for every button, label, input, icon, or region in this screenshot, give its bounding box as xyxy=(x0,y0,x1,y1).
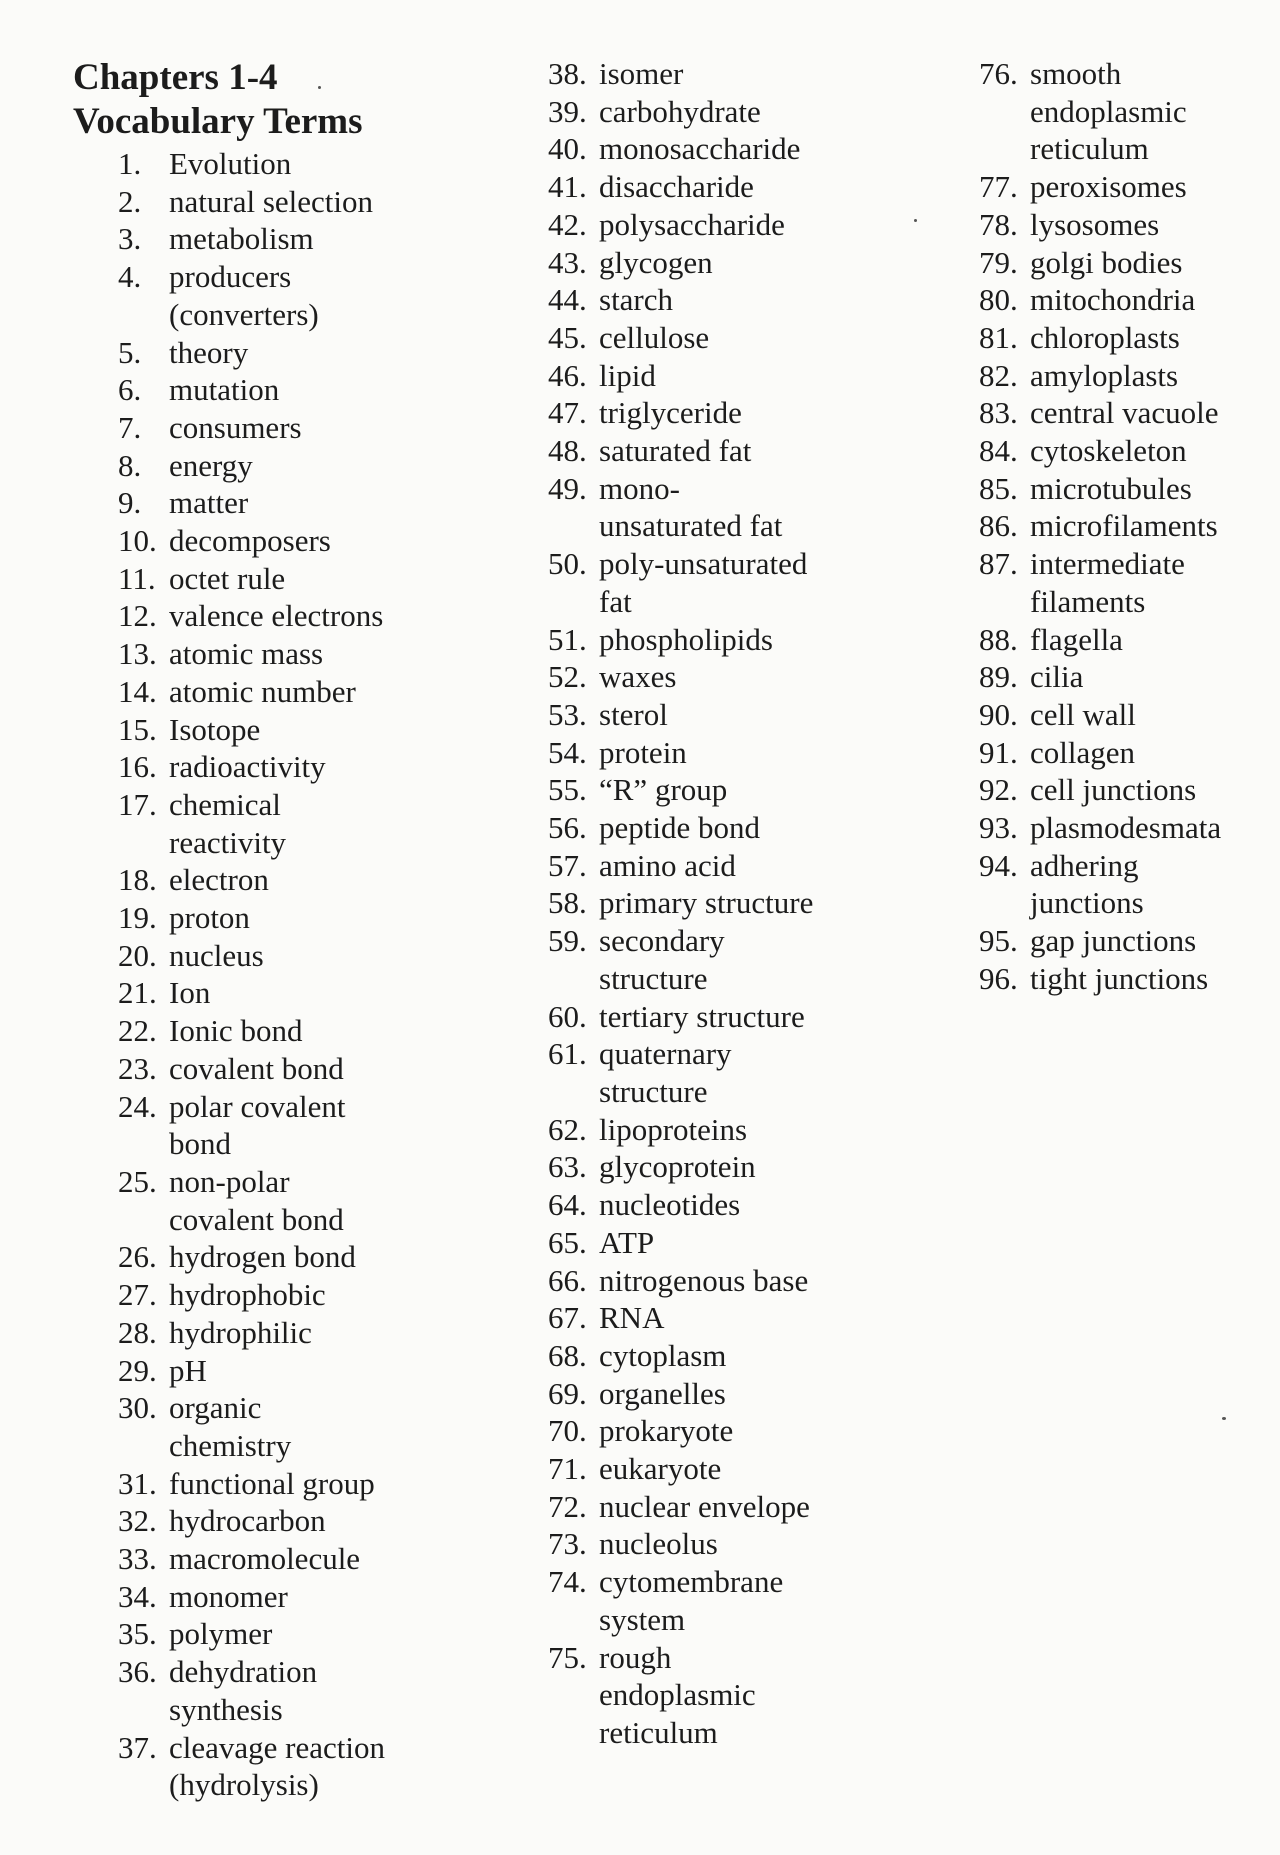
term-text: atomic mass xyxy=(169,636,324,672)
title-line-vocabulary: Vocabulary Terms xyxy=(73,101,363,142)
term-text: microtubules xyxy=(1030,470,1192,506)
term-text: monomer xyxy=(169,1578,288,1614)
term-text: quaternary structure xyxy=(599,1036,732,1109)
vocab-term-item xyxy=(548,130,888,168)
vocab-term-item xyxy=(979,809,1269,847)
term-number: 40. xyxy=(548,131,587,167)
title-line-chapters: Chapters 1-4 xyxy=(73,57,278,98)
vocab-term-item xyxy=(118,1615,448,1653)
vocab-term-item xyxy=(548,206,888,244)
vocab-term-item xyxy=(118,334,448,372)
term-number: 66. xyxy=(548,1262,587,1298)
vocab-term-item xyxy=(118,673,448,711)
term-text: cell junctions xyxy=(1030,772,1197,808)
term-number: 8. xyxy=(118,447,142,483)
term-text: hydrophilic xyxy=(169,1314,312,1350)
vocab-term-item xyxy=(548,1450,888,1488)
term-number: 70. xyxy=(548,1413,587,1449)
scan-speck xyxy=(318,86,321,89)
vocab-term-item xyxy=(118,1578,448,1616)
term-number: 88. xyxy=(979,621,1018,657)
term-text: tight junctions xyxy=(1030,960,1209,996)
vocab-term-item xyxy=(548,1375,888,1413)
vocab-term-item xyxy=(548,884,888,922)
term-number: 63. xyxy=(548,1149,587,1185)
term-text: lipoproteins xyxy=(599,1111,748,1147)
vocab-term-item xyxy=(548,922,888,997)
term-text: triglyceride xyxy=(599,395,742,431)
term-number: 25. xyxy=(118,1163,157,1199)
vocab-term-item xyxy=(118,1163,448,1238)
term-number: 69. xyxy=(548,1375,587,1411)
vocab-term-item xyxy=(979,206,1269,244)
term-text: central vacuole xyxy=(1030,395,1219,431)
vocab-term-item xyxy=(118,1012,448,1050)
term-number: 47. xyxy=(548,395,587,431)
term-text: polysaccharide xyxy=(599,206,785,242)
term-text: poly-unsaturated fat xyxy=(599,546,808,619)
term-number: 24. xyxy=(118,1088,157,1124)
term-text: golgi bodies xyxy=(1030,244,1183,280)
term-text: RNA xyxy=(599,1300,665,1336)
term-number: 31. xyxy=(118,1465,157,1501)
vocab-term-item xyxy=(548,1035,888,1110)
vocab-term-item xyxy=(118,974,448,1012)
term-number: 5. xyxy=(118,334,142,370)
term-text: cell wall xyxy=(1030,696,1136,732)
vocab-term-item xyxy=(979,470,1269,508)
term-text: amino acid xyxy=(599,847,736,883)
term-number: 29. xyxy=(118,1352,157,1388)
vocab-term-item xyxy=(118,1050,448,1088)
term-number: 50. xyxy=(548,546,587,582)
term-number: 61. xyxy=(548,1036,587,1072)
vocab-term-item xyxy=(979,696,1269,734)
term-text: cytoplasm xyxy=(599,1337,727,1373)
term-number: 43. xyxy=(548,244,587,280)
term-text: nitrogenous base xyxy=(599,1262,809,1298)
term-number: 87. xyxy=(979,546,1018,582)
term-number: 89. xyxy=(979,659,1018,695)
vocab-term-item xyxy=(979,734,1269,772)
vocab-term-item xyxy=(548,244,888,282)
page-title xyxy=(73,56,363,144)
vocab-term-item xyxy=(548,734,888,772)
term-number: 49. xyxy=(548,470,587,506)
term-number: 62. xyxy=(548,1111,587,1147)
vocab-term-item xyxy=(548,1224,888,1262)
term-number: 67. xyxy=(548,1300,587,1336)
term-text: theory xyxy=(169,334,249,370)
term-number: 20. xyxy=(118,937,157,973)
term-number: 45. xyxy=(548,319,587,355)
vocab-term-item xyxy=(118,861,448,899)
term-text: nucleotides xyxy=(599,1187,741,1223)
vocab-term-item xyxy=(548,1639,888,1752)
vocab-term-item xyxy=(118,1502,448,1540)
term-text: atomic number xyxy=(169,673,356,709)
term-text: sterol xyxy=(599,696,668,732)
term-text: mono- unsaturated fat xyxy=(599,470,783,544)
term-number: 21. xyxy=(118,975,157,1011)
term-number: 85. xyxy=(979,470,1018,506)
term-text: nuclear envelope xyxy=(599,1488,810,1524)
term-number: 51. xyxy=(548,621,587,657)
term-text: cytoskeleton xyxy=(1030,433,1187,469)
term-text: polar covalent bond xyxy=(169,1088,346,1162)
vocab-term-item xyxy=(979,847,1269,922)
vocab-term-item xyxy=(118,484,448,522)
term-text: glycoprotein xyxy=(599,1149,756,1185)
vocab-term-item xyxy=(548,809,888,847)
term-number: 73. xyxy=(548,1526,587,1562)
term-number: 41. xyxy=(548,169,587,205)
term-number: 77. xyxy=(979,169,1018,205)
vocab-term-item xyxy=(979,545,1269,620)
term-number: 6. xyxy=(118,372,142,408)
term-number: 56. xyxy=(548,810,587,846)
vocab-term-item xyxy=(548,847,888,885)
term-text: adhering junctions xyxy=(1030,847,1144,921)
term-text: electron xyxy=(169,862,269,898)
term-text: primary structure xyxy=(599,885,814,921)
term-text: starch xyxy=(599,282,674,318)
term-number: 96. xyxy=(979,960,1018,996)
vocab-term-item xyxy=(118,1276,448,1314)
term-number: 92. xyxy=(979,772,1018,808)
term-number: 15. xyxy=(118,711,157,747)
term-text: prokaryote xyxy=(599,1413,734,1449)
term-text: polymer xyxy=(169,1616,273,1652)
term-number: 12. xyxy=(118,598,157,634)
term-text: secondary structure xyxy=(599,923,725,996)
term-number: 53. xyxy=(548,696,587,732)
vocab-term-item xyxy=(979,507,1269,545)
vocab-term-item xyxy=(979,55,1269,168)
term-number: 23. xyxy=(118,1050,157,1086)
term-number: 65. xyxy=(548,1224,587,1260)
term-number: 72. xyxy=(548,1488,587,1524)
term-text: covalent bond xyxy=(169,1050,344,1086)
vocab-term-item xyxy=(118,786,448,861)
term-text: amyloplasts xyxy=(1030,357,1179,393)
term-number: 13. xyxy=(118,636,157,672)
vocab-term-item xyxy=(548,1412,888,1450)
term-text: monosaccharide xyxy=(599,131,801,167)
term-column-1 xyxy=(118,145,448,1804)
term-number: 17. xyxy=(118,786,157,822)
term-text: mutation xyxy=(169,372,280,408)
term-number: 54. xyxy=(548,734,587,770)
vocab-term-item xyxy=(118,560,448,598)
term-number: 55. xyxy=(548,772,587,808)
term-text: dehydration synthesis xyxy=(169,1654,318,1727)
term-number: 19. xyxy=(118,900,157,936)
term-text: eukaryote xyxy=(599,1451,722,1487)
vocab-term-item xyxy=(548,394,888,432)
vocab-term-item xyxy=(548,168,888,206)
vocab-term-item xyxy=(979,357,1269,395)
vocab-term-item xyxy=(548,771,888,809)
term-number: 84. xyxy=(979,433,1018,469)
term-text: metabolism xyxy=(169,221,314,257)
term-text: flagella xyxy=(1030,621,1123,657)
vocab-term-item xyxy=(118,1088,448,1163)
vocab-term-item xyxy=(979,960,1269,998)
term-text: waxes xyxy=(599,659,677,695)
term-number: 64. xyxy=(548,1187,587,1223)
term-text: Ion xyxy=(169,975,211,1011)
term-number: 59. xyxy=(548,923,587,959)
term-text: peroxisomes xyxy=(1030,169,1187,205)
term-text: glycogen xyxy=(599,244,713,280)
term-number: 83. xyxy=(979,395,1018,431)
term-number: 90. xyxy=(979,696,1018,732)
vocab-term-item xyxy=(548,470,888,545)
term-number: 28. xyxy=(118,1314,157,1350)
vocab-term-item xyxy=(118,1540,448,1578)
vocab-term-item xyxy=(979,658,1269,696)
term-text: microfilaments xyxy=(1030,508,1218,544)
vocab-term-item xyxy=(548,319,888,357)
term-number: 86. xyxy=(979,508,1018,544)
vocab-term-item xyxy=(118,899,448,937)
term-number: 78. xyxy=(979,206,1018,242)
term-text: hydrocarbon xyxy=(169,1503,326,1539)
vocab-term-item xyxy=(548,281,888,319)
term-number: 81. xyxy=(979,319,1018,355)
vocab-term-item xyxy=(118,522,448,560)
vocab-term-item xyxy=(548,1488,888,1526)
term-number: 10. xyxy=(118,523,157,559)
vocab-term-item xyxy=(979,319,1269,357)
term-number: 32. xyxy=(118,1503,157,1539)
term-number: 93. xyxy=(979,810,1018,846)
term-text: rough endoplasmic reticulum xyxy=(599,1639,756,1750)
vocab-term-item xyxy=(118,1653,448,1728)
term-text: peptide bond xyxy=(599,810,760,846)
vocab-term-item xyxy=(979,394,1269,432)
vocab-term-item xyxy=(118,145,448,183)
term-text: hydrophobic xyxy=(169,1277,326,1313)
term-text: hydrogen bond xyxy=(169,1239,356,1275)
term-text: collagen xyxy=(1030,734,1136,770)
term-text: gap junctions xyxy=(1030,923,1197,959)
term-text: organic chemistry xyxy=(169,1390,292,1463)
term-text: tertiary structure xyxy=(599,998,805,1034)
vocab-term-item xyxy=(118,1238,448,1276)
term-number: 9. xyxy=(118,485,142,521)
term-number: 35. xyxy=(118,1616,157,1652)
term-text: natural selection xyxy=(169,183,373,219)
term-number: 1. xyxy=(118,146,142,181)
term-number: 30. xyxy=(118,1390,157,1426)
term-column-3 xyxy=(979,55,1269,998)
term-text: lipid xyxy=(599,357,656,393)
vocab-term-item xyxy=(118,635,448,673)
vocab-term-item xyxy=(548,1563,888,1638)
term-text: plasmodesmata xyxy=(1030,810,1222,846)
term-number: 79. xyxy=(979,244,1018,280)
vocab-term-item xyxy=(979,432,1269,470)
term-text: saturated fat xyxy=(599,433,752,469)
vocab-term-item xyxy=(118,220,448,258)
vocab-term-item xyxy=(118,748,448,786)
term-number: 37. xyxy=(118,1729,157,1765)
term-number: 76. xyxy=(979,56,1018,91)
scan-speck xyxy=(914,219,917,222)
term-number: 11. xyxy=(118,560,156,596)
term-text: valence electrons xyxy=(169,598,384,634)
term-text: decomposers xyxy=(169,523,331,559)
term-number: 74. xyxy=(548,1564,587,1600)
term-number: 42. xyxy=(548,206,587,242)
term-number: 82. xyxy=(979,357,1018,393)
term-number: 38. xyxy=(548,56,587,91)
term-number: 2. xyxy=(118,183,142,219)
term-text: energy xyxy=(169,447,253,483)
term-number: 16. xyxy=(118,749,157,785)
term-number: 18. xyxy=(118,862,157,898)
vocab-term-item xyxy=(548,1337,888,1375)
term-text: nucleus xyxy=(169,937,264,973)
vocab-term-item xyxy=(118,183,448,221)
term-number: 7. xyxy=(118,409,142,445)
vocab-term-item xyxy=(118,937,448,975)
term-text: mitochondria xyxy=(1030,282,1196,318)
term-number: 44. xyxy=(548,282,587,318)
vocab-term-item xyxy=(118,1389,448,1464)
vocab-term-item xyxy=(548,1111,888,1149)
vocab-term-item xyxy=(548,1186,888,1224)
vocab-term-item xyxy=(548,998,888,1036)
term-number: 26. xyxy=(118,1239,157,1275)
vocab-term-item xyxy=(548,1262,888,1300)
vocab-term-item xyxy=(979,771,1269,809)
vocab-term-item xyxy=(548,545,888,620)
term-text: disaccharide xyxy=(599,169,754,205)
vocab-term-item xyxy=(548,1148,888,1186)
term-text: pH xyxy=(169,1352,207,1388)
vocab-term-item xyxy=(548,55,888,93)
term-text: chemical reactivity xyxy=(169,786,287,860)
term-text: macromolecule xyxy=(169,1541,361,1577)
term-text: Evolution xyxy=(169,146,292,181)
term-number: 60. xyxy=(548,998,587,1034)
vocab-term-item xyxy=(548,696,888,734)
term-number: 91. xyxy=(979,734,1018,770)
vocab-term-item xyxy=(118,258,448,333)
term-text: smooth endoplasmic reticulum xyxy=(1030,56,1187,167)
term-number: 4. xyxy=(118,259,142,295)
term-text: ATP xyxy=(599,1224,655,1260)
term-number: 34. xyxy=(118,1578,157,1614)
term-number: 80. xyxy=(979,282,1018,318)
term-text: intermediate filaments xyxy=(1030,546,1185,619)
vocab-term-item xyxy=(118,1314,448,1352)
vocab-term-item xyxy=(118,1729,448,1804)
term-column-2 xyxy=(548,55,888,1752)
term-number: 39. xyxy=(548,93,587,129)
term-text: organelles xyxy=(599,1375,726,1411)
term-number: 48. xyxy=(548,433,587,469)
vocab-term-item xyxy=(979,621,1269,659)
vocab-term-item xyxy=(118,1465,448,1503)
vocab-term-item xyxy=(548,621,888,659)
term-number: 94. xyxy=(979,847,1018,883)
term-text: phospholipids xyxy=(599,621,773,657)
vocab-term-item xyxy=(118,597,448,635)
term-number: 22. xyxy=(118,1013,157,1049)
term-number: 46. xyxy=(548,357,587,393)
term-text: consumers xyxy=(169,409,302,445)
vocab-term-item xyxy=(979,244,1269,282)
term-text: octet rule xyxy=(169,560,286,596)
term-text: lysosomes xyxy=(1030,206,1160,242)
term-number: 71. xyxy=(548,1451,587,1487)
vocab-term-item xyxy=(548,93,888,131)
vocab-term-item xyxy=(548,1299,888,1337)
term-text: cytomembrane system xyxy=(599,1564,784,1637)
term-number: 14. xyxy=(118,673,157,709)
term-text: Isotope xyxy=(169,711,261,747)
vocab-term-item xyxy=(118,409,448,447)
vocab-term-item xyxy=(548,357,888,395)
term-text: non-polar covalent bond xyxy=(169,1163,344,1237)
term-text: proton xyxy=(169,900,250,936)
term-text: protein xyxy=(599,734,687,770)
term-number: 57. xyxy=(548,847,587,883)
term-text: cellulose xyxy=(599,319,710,355)
term-text: carbohydrate xyxy=(599,93,761,129)
term-number: 33. xyxy=(118,1541,157,1577)
vocab-term-item xyxy=(548,658,888,696)
vocab-term-item xyxy=(118,1352,448,1390)
term-text: chloroplasts xyxy=(1030,319,1180,355)
term-number: 27. xyxy=(118,1277,157,1313)
term-number: 36. xyxy=(118,1654,157,1690)
term-text: isomer xyxy=(599,56,684,91)
term-number: 95. xyxy=(979,923,1018,959)
vocab-term-item xyxy=(979,168,1269,206)
term-text: nucleolus xyxy=(599,1526,718,1562)
term-text: radioactivity xyxy=(169,749,326,785)
term-text: Ionic bond xyxy=(169,1013,303,1049)
term-text: cleavage reaction (hydrolysis) xyxy=(169,1729,385,1803)
vocab-term-item xyxy=(548,432,888,470)
scan-speck xyxy=(1222,1417,1226,1420)
term-text: cilia xyxy=(1030,659,1084,695)
term-number: 58. xyxy=(548,885,587,921)
term-number: 68. xyxy=(548,1337,587,1373)
term-text: matter xyxy=(169,485,249,521)
vocab-term-item xyxy=(979,922,1269,960)
term-text: functional group xyxy=(169,1465,375,1501)
vocab-term-item xyxy=(979,281,1269,319)
term-text: “R” group xyxy=(599,772,728,808)
term-number: 3. xyxy=(118,221,142,257)
vocab-term-item xyxy=(118,711,448,749)
term-text: producers (converters) xyxy=(169,259,319,332)
term-number: 75. xyxy=(548,1639,587,1675)
vocab-term-item xyxy=(118,447,448,485)
term-number: 52. xyxy=(548,659,587,695)
vocab-term-item xyxy=(118,371,448,409)
vocab-term-item xyxy=(548,1525,888,1563)
